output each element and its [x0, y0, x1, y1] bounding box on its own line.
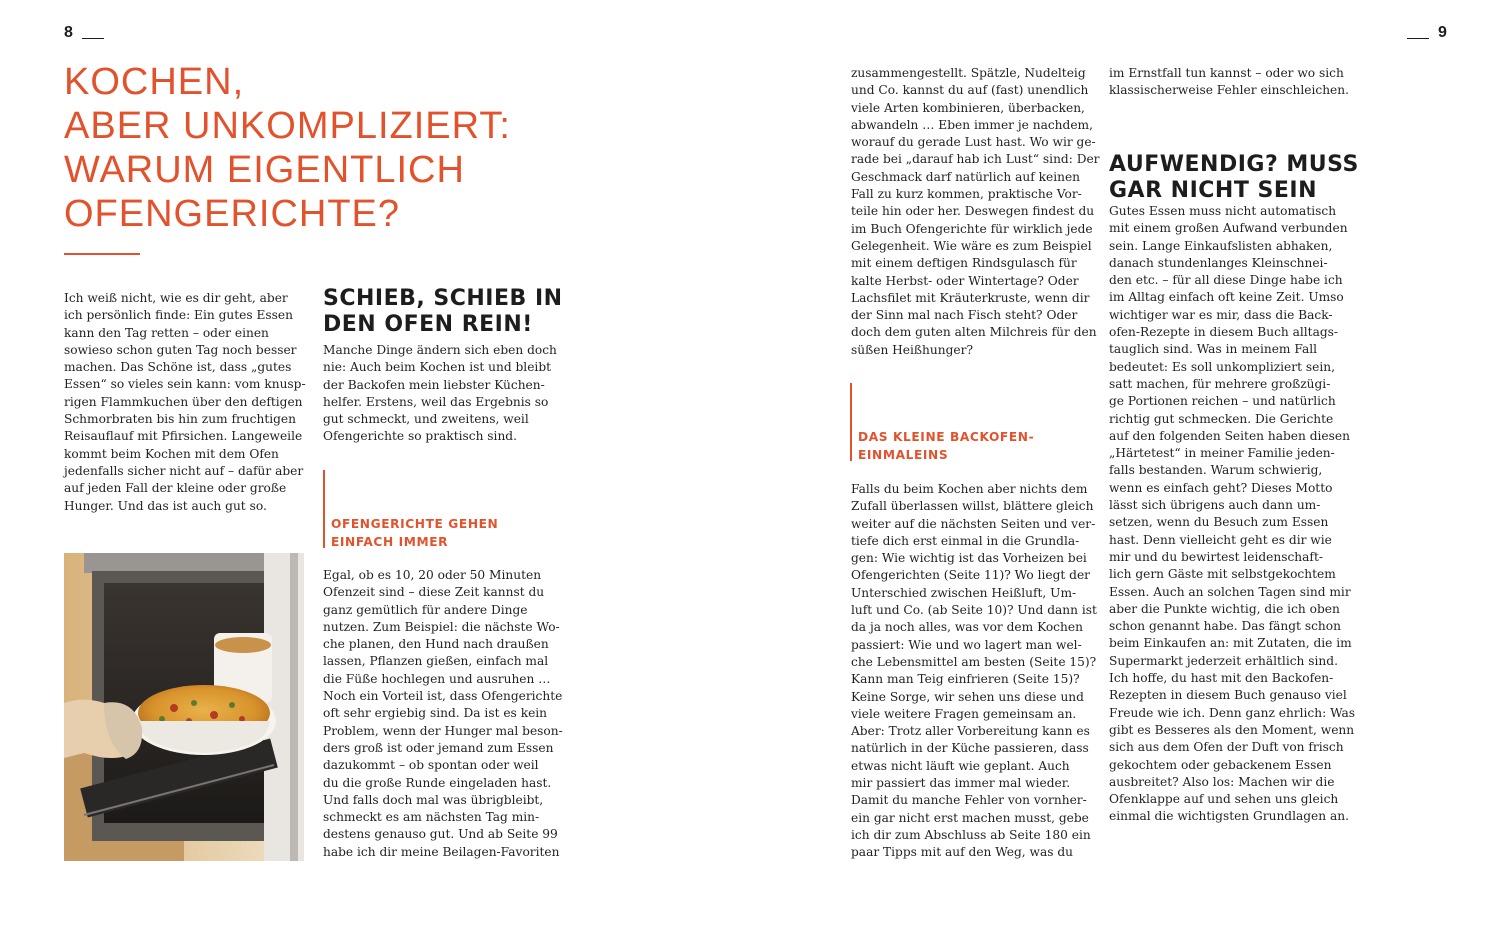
casserole-oven-illustration: [64, 553, 304, 861]
text-line: ge Portionen reichen – und natürlich: [1109, 394, 1336, 409]
text-line: und Co. kannst du auf (fast) unendlich: [851, 83, 1089, 98]
text-line: etwas nicht läuft wie geplant. Auch: [851, 758, 1070, 773]
text-line: che planen, den Hund nach draußen: [323, 637, 549, 652]
text-line: Ofengerichte so praktisch sind.: [323, 429, 517, 444]
text-line: sein. Lange Einkaufslisten abhaken,: [1109, 238, 1333, 253]
text-line: oft sehr ergiebig sind. Da ist es kein: [323, 706, 548, 721]
text-line: Reisauflauf mit Pfirsichen. Langeweile: [64, 429, 303, 444]
text-line: Manche Dinge ändern sich eben doch: [323, 343, 557, 357]
text-line: mir passiert das immer mal wieder.: [851, 776, 1071, 791]
title-line: ABER UNKOMPLIZIERT:: [64, 105, 511, 147]
heading-line: DAS KLEINE BACKOFEN-: [858, 430, 1035, 444]
text-line: worauf du gerade Lust hast. Wo wir ge-: [851, 135, 1096, 150]
continued-paragraph: [851, 65, 1100, 359]
text-line: Ofenzeit sind – diese Zeit kannst du: [323, 585, 545, 600]
text-line: Schmorbraten bis hin zum fruchtigen: [64, 412, 296, 427]
text-line: Kann man Teig einfrieren (Seite 15)?: [851, 672, 1080, 687]
text-line: setzen, wenn du Besuch zum Essen: [1109, 515, 1329, 530]
text-line: ein gar nicht erst machen musst, gebe: [851, 810, 1089, 825]
text-line: Essen. Auch an solchen Tagen sind mir: [1109, 584, 1351, 599]
text-line: klassischerweise Fehler einschleichen.: [1109, 83, 1349, 98]
text-line: Keine Sorge, wir sehen uns diese und: [851, 689, 1084, 704]
text-line: paar Tipps mit auf den Weg, was du: [851, 845, 1074, 860]
text-line: Rezepten in diesem Buch genauso viel: [1109, 688, 1347, 703]
text-line: wenn es einfach geht? Dieses Motto: [1109, 480, 1333, 495]
title-underline: [64, 253, 140, 255]
text-line: im Alltag einfach oft keine Zeit. Umso: [1109, 290, 1344, 305]
text-line: viele weitere Fragen gemeinsam an.: [851, 706, 1077, 721]
einfach-paragraph: [323, 567, 568, 861]
text-line: mit einem großen Aufwand verbunden: [1109, 221, 1348, 236]
text-line: bedeutet: Es soll unkompliziert sein,: [1109, 359, 1335, 374]
text-line: einmal die wichtigsten Grundlagen an.: [1109, 809, 1349, 824]
text-line: kalte Herbst- oder Wintertage? Oder: [851, 273, 1079, 288]
accent-bar: [850, 383, 852, 461]
text-line: Hunger. Und das ist auch gut so.: [64, 498, 267, 513]
schieb-paragraph: [323, 342, 563, 446]
text-line: Aber: Trotz aller Vorbereitung kann es: [851, 724, 1090, 739]
section-heading-einmaleins: [858, 428, 1034, 464]
text-line: ausbreitet? Also los: Machen wir die: [1109, 774, 1335, 789]
text-line: Ofenklappe auf und sehen uns gleich: [1109, 792, 1339, 807]
section-heading-aufwendig: [1109, 152, 1359, 204]
accent-bar: [323, 470, 325, 548]
text-line: Noch ein Vorteil ist, dass Ofengerichte: [323, 689, 563, 704]
text-line: Gutes Essen muss nicht automatisch: [1109, 204, 1337, 218]
text-line: du die große Runde eingeladen hast.: [323, 775, 552, 790]
text-line: nutzen. Zum Beispiel: die nächste Wo-: [323, 619, 560, 634]
text-line: hast. Denn vielleicht geht es dir wie: [1109, 532, 1332, 547]
heading-line: DEN OFEN REIN!: [323, 312, 533, 337]
page-number-left: 8: [64, 24, 73, 41]
text-line: richtig gut schmecken. Die Gerichte: [1109, 411, 1334, 426]
text-line: ders groß ist oder jemand zum Essen: [323, 740, 554, 755]
section-heading-einfach: [331, 515, 498, 551]
text-line: doch dem guten alten Milchreis für den: [851, 325, 1097, 340]
text-line: sich aus dem Ofen der Duft von frisch: [1109, 740, 1344, 755]
text-line: schmeckt es am nächsten Tag min-: [323, 810, 540, 825]
text-line: im Ernstfall tun kannst – oder wo sich: [1109, 66, 1344, 80]
text-line: Falls du beim Kochen aber nichts dem: [851, 482, 1088, 496]
heading-line: AUFWENDIG? MUSS: [1109, 152, 1359, 177]
text-line: auf jeden Fall der kleine oder große: [64, 481, 287, 496]
aufwendig-paragraph: [1109, 203, 1354, 826]
text-line: ganz gemütlich für andere Dinge: [323, 602, 528, 617]
text-line: jedenfalls sicher nicht auf – dafür aber: [64, 463, 304, 478]
text-line: ich dir zum Abschluss ab Seite 180 ein: [851, 827, 1091, 842]
text-line: machen. Das Schöne ist, dass „gutes: [64, 360, 292, 375]
text-line: Egal, ob es 10, 20 oder 50 Minuten: [323, 568, 542, 582]
text-line: auf den folgenden Seiten haben diesen: [1109, 428, 1350, 443]
text-line: abwandeln … Eben immer je nachdem,: [851, 117, 1093, 132]
text-line: natürlich in der Küche passieren, dass: [851, 741, 1089, 756]
text-line: „Härtetest“ in meiner Familie jeden-: [1109, 446, 1335, 461]
continued-paragraph-col2: [1109, 65, 1354, 100]
text-line: Ich weiß nicht, wie es dir geht, aber: [64, 291, 288, 305]
text-line: Geschmack darf natürlich auf keinen: [851, 169, 1081, 184]
text-line: tiefe dich erst einmal in die Grundla-: [851, 533, 1080, 548]
text-line: mit einem deftigen Rindsgulasch für: [851, 256, 1077, 271]
page-number-right: 9: [1438, 24, 1447, 41]
text-line: gibt es Besseres als den Moment, wenn: [1109, 722, 1355, 737]
heading-line: GAR NICHT SEIN: [1109, 178, 1317, 203]
text-line: wichtiger war es mir, dass die Back-: [1109, 307, 1333, 322]
text-line: Problem, wenn der Hunger mal beson-: [323, 723, 563, 738]
title-line: WARUM EIGENTLICH: [64, 149, 465, 191]
heading-line: SCHIEB, SCHIEB IN: [323, 286, 563, 311]
text-line: tauglich sind. Was in meinem Fall: [1109, 342, 1318, 357]
text-line: der Backofen mein liebster Küchen-: [323, 377, 545, 392]
text-line: lich gern Gäste mit selbstgekochtem: [1109, 567, 1336, 582]
text-line: weiter auf die nächsten Seiten und ver-: [851, 516, 1096, 531]
text-line: lässt sich übrigens auch dann um-: [1109, 498, 1321, 513]
text-line: Damit du manche Fehler von vornher-: [851, 793, 1087, 808]
text-line: passiert: Wie und wo lagert man wel-: [851, 637, 1082, 652]
text-line: gut schmeckt, und zweitens, weil: [323, 412, 529, 427]
text-line: danach stundenlanges Kleinschnei-: [1109, 255, 1328, 270]
text-line: habe ich dir meine Beilagen-Favoriten: [323, 844, 560, 859]
text-line: die Füße hochlegen und ausruhen …: [323, 671, 551, 686]
text-line: ofen-Rezepte in diesem Buch alltags-: [1109, 325, 1339, 340]
heading-line: EINFACH IMMER: [331, 535, 449, 549]
text-line: rigen Flammkuchen über den deftigen: [64, 394, 303, 409]
text-line: falls bestanden. Warum schwierig,: [1109, 463, 1323, 478]
text-line: Zufall überlassen willst, blättere gleich: [851, 499, 1094, 514]
text-line: der Sinn mal nach Fisch steht? Oder: [851, 308, 1078, 323]
text-line: nie: Auch beim Kochen ist und bleibt: [323, 360, 552, 375]
text-line: Gelegenheit. Wie wäre es zum Beispiel: [851, 238, 1092, 253]
text-line: süßen Heißhunger?: [851, 342, 973, 357]
text-line: dazukommt – ob spontan oder weil: [323, 758, 539, 773]
text-line: rade bei „darauf hab ich Lust“ sind: Der: [851, 152, 1100, 167]
heading-line: OFENGERICHTE GEHEN: [331, 517, 499, 531]
title-line: OFENGERICHTE?: [64, 193, 401, 235]
section-heading-schieb: [323, 286, 563, 338]
text-line: mir und du bewirtest leidenschaft-: [1109, 549, 1323, 564]
text-line: destens genauso gut. Und ab Seite 99: [323, 827, 558, 842]
einmaleins-paragraph: [851, 481, 1096, 862]
text-line: viele Arten kombinieren, überbacken,: [851, 100, 1085, 115]
text-line: da ja noch alles, was vor dem Kochen: [851, 620, 1083, 635]
title-line: KOCHEN,: [64, 61, 245, 103]
text-line: Fall zu kurz kommen, praktische Vor-: [851, 187, 1082, 202]
text-line: beim Einkaufen an: mit Zutaten, die im: [1109, 636, 1352, 651]
text-line: helfer. Erstens, weil das Ergebnis so: [323, 394, 549, 409]
text-line: Ich hoffe, du hast mit den Backofen-: [1109, 671, 1334, 686]
text-line: gekochtem oder gebackenem Essen: [1109, 757, 1332, 772]
text-line: Lachsfilet mit Kräuterkruste, wenn dir: [851, 290, 1090, 305]
text-line: aber die Punkte wichtig, die ich oben: [1109, 601, 1340, 616]
text-line: luft und Co. (ab Seite 10)? Und dann ist: [851, 603, 1097, 618]
text-line: teile hin oder her. Deswegen findest du: [851, 204, 1095, 219]
text-line: den etc. – für all diese Dinge habe ich: [1109, 273, 1343, 288]
text-line: Freude wie ich. Denn ganz ehrlich: Was: [1109, 705, 1356, 720]
text-line: schon genannt habe. Das fängt schon: [1109, 619, 1341, 634]
intro-paragraph: [64, 290, 304, 515]
text-line: che Lebensmittel am besten (Seite 15)?: [851, 654, 1097, 669]
text-line: ich persönlich finde: Ein gutes Essen: [64, 308, 293, 323]
casserole-oven-photo: [64, 553, 304, 861]
text-line: kommt beim Kochen mit dem Ofen: [64, 446, 279, 461]
page-number-rule-left: [82, 38, 104, 39]
page-title: [64, 60, 624, 236]
text-line: kann den Tag retten – oder einen: [64, 325, 269, 340]
text-line: zusammengestellt. Spätzle, Nudelteig: [851, 66, 1086, 80]
text-line: lassen, Pflanzen gießen, einfach mal: [323, 654, 549, 669]
text-line: satt machen, für mehrere großzügi-: [1109, 376, 1331, 391]
text-line: Supermarkt jederzeit erhältlich sind.: [1109, 653, 1338, 668]
text-line: im Buch Ofengerichte für wirklich jede: [851, 221, 1093, 236]
text-line: Essen“ so vieles sein kann: vom knusp-: [64, 377, 306, 392]
text-line: sowieso schon guten Tag noch besser: [64, 342, 297, 357]
text-line: Und falls doch mal was übrigbleibt,: [323, 792, 544, 807]
text-line: Unterschied zwischen Heißluft, Um-: [851, 585, 1077, 600]
heading-line: EINMALEINS: [858, 448, 949, 462]
page-number-rule-right: [1407, 38, 1429, 39]
text-line: Ofengerichten (Seite 11)? Wo liegt der: [851, 568, 1091, 583]
text-line: gen: Wie wichtig ist das Vorheizen bei: [851, 551, 1087, 566]
